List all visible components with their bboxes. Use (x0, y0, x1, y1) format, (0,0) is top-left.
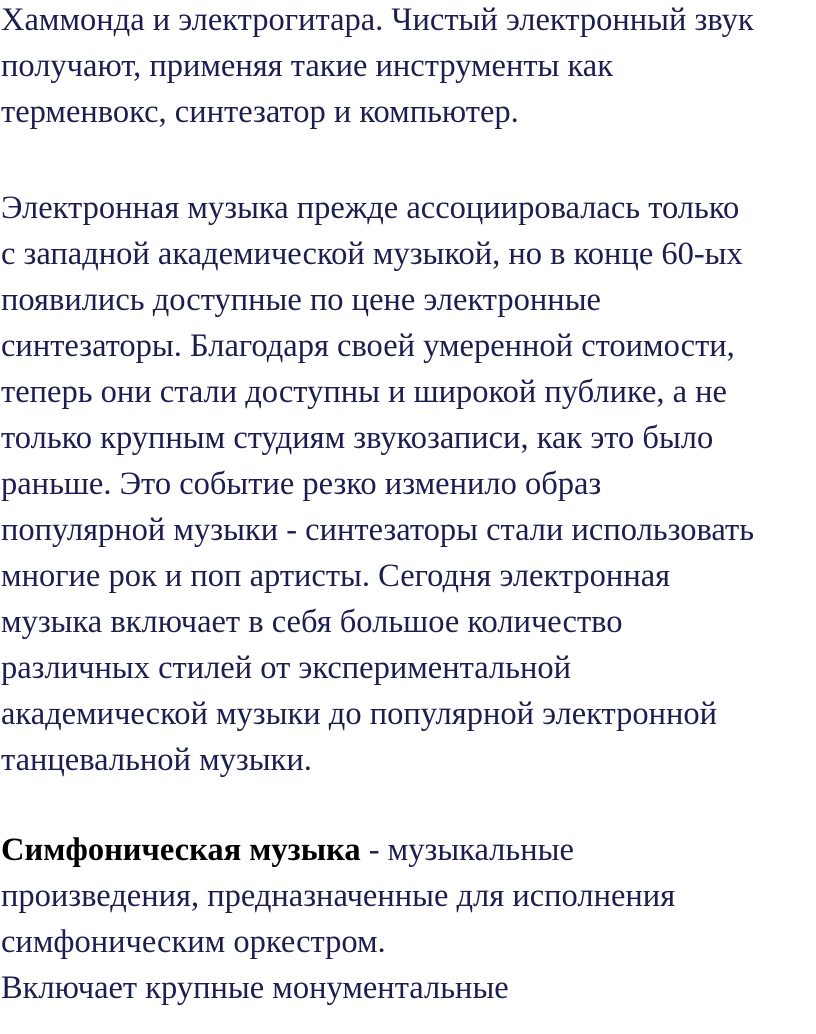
defined-term: Симфоническая музыка (1, 832, 361, 868)
text-line: появились доступные по цене электронные (1, 282, 601, 318)
text-line: произведения, предназначенные для исполнения (1, 878, 676, 914)
text-line: многие рок и поп артисты. Сегодня электронная (1, 558, 671, 594)
text-line: получают, применяя такие инструменты как (1, 48, 614, 84)
text-line: популярной музыки - синтезаторы стали использовать (1, 512, 755, 548)
text-line: теперь они стали доступны и широкой публике, а не (1, 374, 727, 410)
text-line: Электронная музыка прежде ассоциировалась только (1, 190, 740, 226)
paragraph-symphonic-music (1, 827, 813, 1011)
text-line: различных стилей от экспериментальной (1, 650, 571, 686)
text-line: только крупным студиям звукозаписи, как это было (1, 420, 714, 456)
text-line: с западной академической музыкой, но в конце 60-ых (1, 236, 743, 272)
text-line: Включает крупные монументальные (1, 970, 509, 1006)
text-line-with-term (1, 827, 813, 873)
text-line: синтезаторы. Благодаря своей умеренной стоимости, (1, 328, 735, 364)
paragraph-electronic-music (1, 185, 813, 783)
text-line: раньше. Это событие резко изменило образ (1, 466, 602, 502)
definition-start: - музыкальные (360, 832, 574, 868)
text-line: музыка включает в себя большое количество (1, 604, 623, 640)
text-line: терменвокс, синтезатор и компьютер. (1, 94, 519, 130)
paragraph-hammond (1, 0, 813, 135)
text-line: академической музыки до популярной электронной (1, 696, 718, 732)
text-line: Хаммонда и электрогитара. Чистый электронный звук (1, 2, 754, 38)
text-line: симфоническим оркестром. (1, 924, 386, 960)
text-line: танцевальной музыки. (1, 742, 312, 778)
